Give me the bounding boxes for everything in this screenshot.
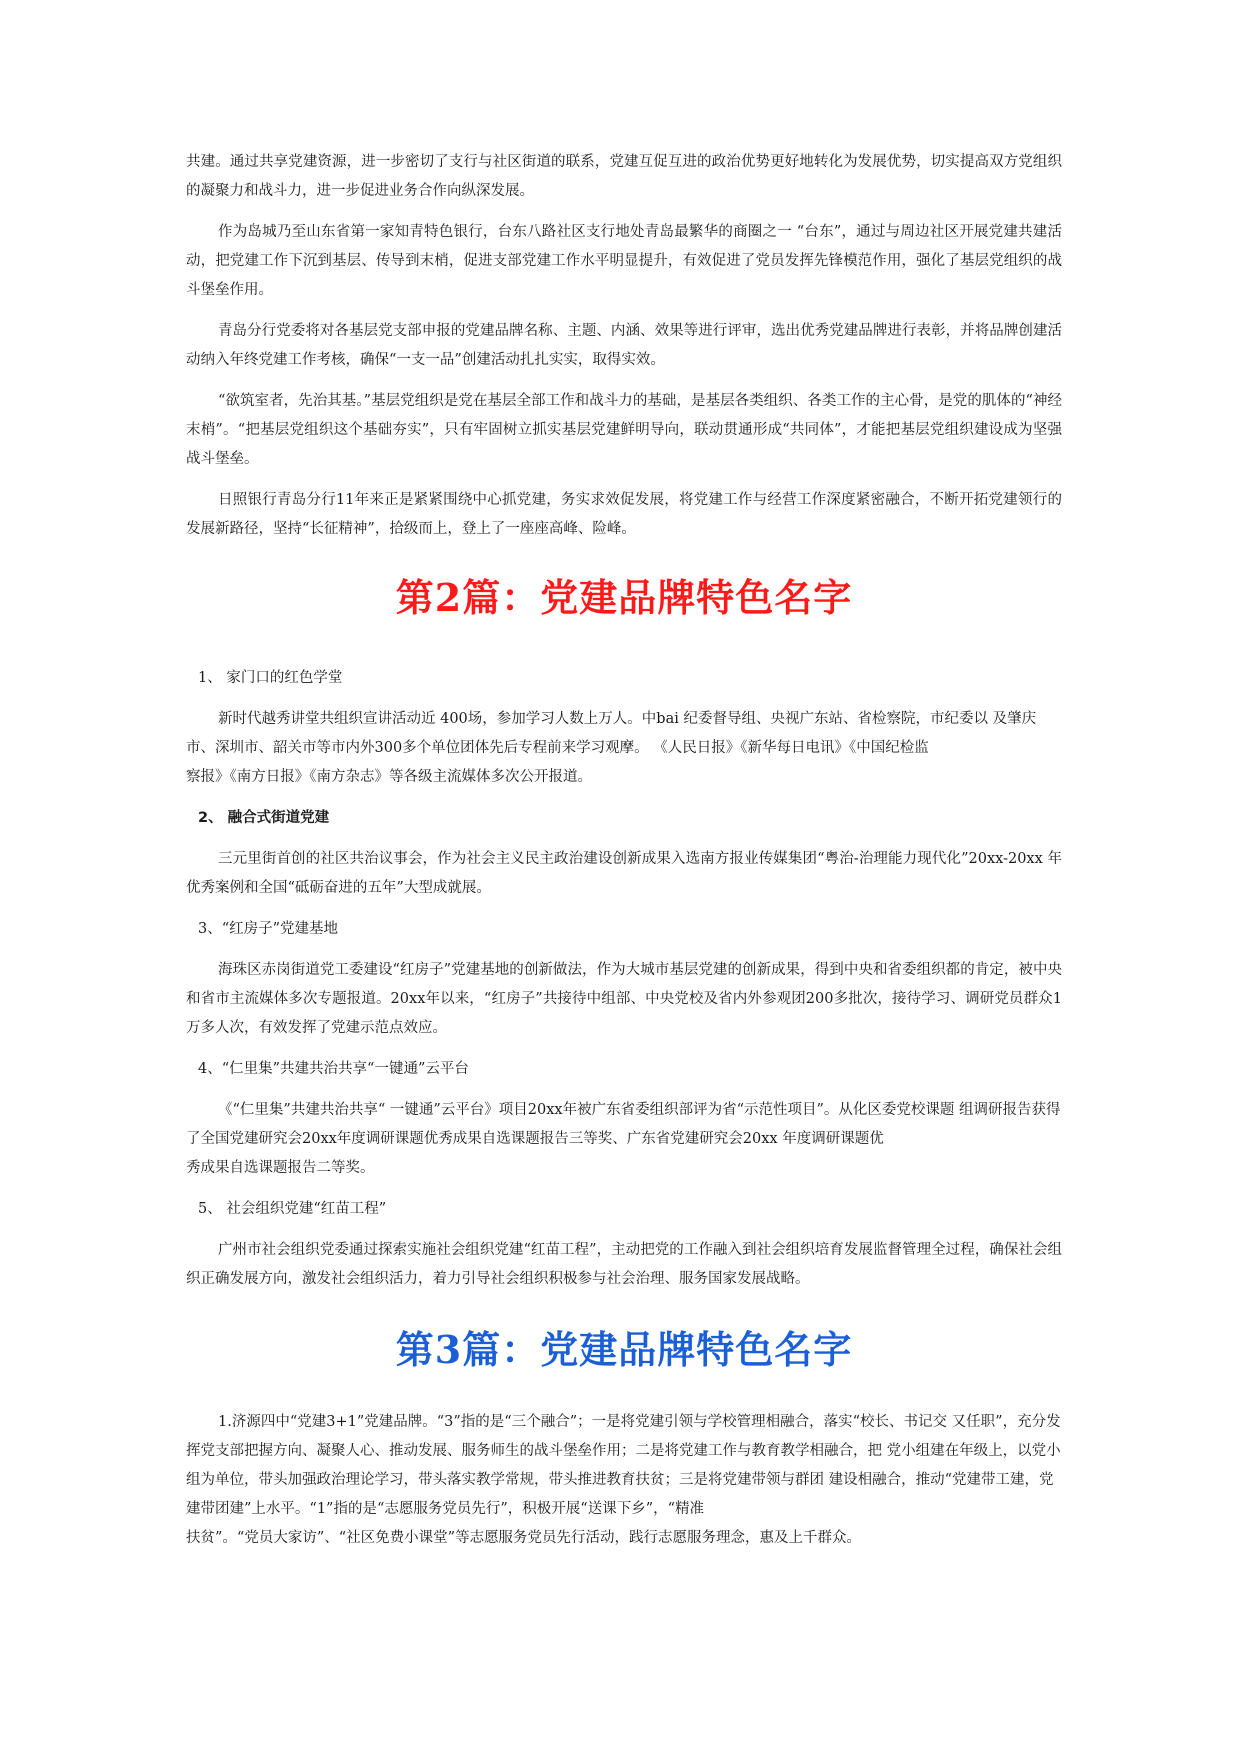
- paragraph: 扶贫”。“党员大家访”、“社区免费小课堂”等志愿服务党员先行活动，践行志愿服务理念，惠及上千群众。: [186, 1530, 862, 1546]
- list-item-title: 2、 融合式街道党建: [198, 810, 330, 826]
- document-page: [186, 148, 1062, 1553]
- paragraph: 新时代越秀讲堂共组织宣讲活动近 400场，参加学习人数上万人。中bai 纪委督导组、央视广东站、省检察院，市纪委以 及肇庆市、深圳市、韶关市等市内外300多个单位团体先后专程前来学习观摩。 《人民日报》《新华每日电讯》《中国纪检监: [186, 711, 1037, 756]
- section-heading-3: 第3篇：党建品牌特色名字: [395, 1327, 853, 1372]
- paragraph: 察报》《南方日报》《南方杂志》等各级主流媒体多次公开报道。: [186, 769, 592, 785]
- paragraph: 《“仁里集”共建共治共享“ 一键通”云平台》项目20xx年被广东省委组织部评为省“示范性项目”。从化区委党校课题 组调研报告获得了全国党建研究会20xx年度调研课题优秀成果自选课题报告三等奖、广东省党建研究会20xx 年度调研课题优: [186, 1102, 1061, 1147]
- section-heading-2: 第2篇：党建品牌特色名字: [395, 575, 853, 620]
- paragraph: 广州市社会组织党委通过探索实施社会组织党建“红苗工程”，主动把党的工作融入到社会组织培育发展监督管理全过程，确保社会组织正确发展方向，激发社会组织活力，着力引导社会组织积极参与社会治理、服务国家发展战略。: [186, 1242, 1062, 1287]
- list-item-title: 5、 社会组织党建“红苗工程”: [198, 1201, 387, 1217]
- paragraph: 共建。通过共享党建资源，进一步密切了支行与社区街道的联系，党建互促互进的政治优势更好地转化为发展优势，切实提高双方党组织的凝聚力和战斗力，进一步促进业务合作向纵深发展。: [186, 154, 1062, 199]
- list-item-title: 1、 家门口的红色学堂: [198, 670, 343, 686]
- paragraph: 秀成果自选课题报告二等奖。: [186, 1160, 375, 1176]
- paragraph: “欲筑室者，先治其基。”基层党组织是党在基层全部工作和战斗力的基础，是基层各类组织、各类工作的主心骨，是党的肌体的“神经末梢”。“把基层党组织这个基础夯实”，只有牢固树立抓实基层党建鲜明导向，联动贯通形成“共同体”，才能把基层党组织建设成为坚强战斗堡垒。: [186, 393, 1062, 467]
- paragraph: 日照银行青岛分行11年来正是紧紧围绕中心抓党建，务实求效促发展，将党建工作与经营工作深度紧密融合，不断开拓党建领行的发展新路径，坚持“长征精神”，拾级而上，登上了一座座高峰、险峰。: [186, 492, 1062, 537]
- paragraph: 青岛分行党委将对各基层党支部申报的党建品牌名称、主题、内涵、效果等进行评审，选出优秀党建品牌进行表彰，并将品牌创建活动纳入年终党建工作考核，确保“一支一品”创建活动扎扎实实，取得实效。: [186, 323, 1062, 368]
- paragraph: 作为岛城乃至山东省第一家知青特色银行，台东八路社区支行地处青岛最繁华的商圈之一 “台东”，通过与周边社区开展党建共建活动，把党建工作下沉到基层、传导到末梢，促进支部党建工作水平明显提升，有效促进了党员发挥先锋模范作用，强化了基层党组织的战斗堡垒作用。: [186, 224, 1062, 298]
- paragraph: 海珠区赤岗街道党工委建设“红房子”党建基地的创新做法，作为大城市基层党建的创新成果，得到中央和省委组织都的肯定，被中央和省市主流媒体多次专题报道。20xx年以来，“红房子”共接待中组部、中央党校及省内外参观团200多批次，接待学习、调研党员群众1万多人次，有效发挥了党建示范点效应。: [186, 962, 1062, 1036]
- paragraph: 三元里街首创的社区共治议事会，作为社会主义民主政治建设创新成果入选南方报业传媒集团“粤治-治理能力现代化”20xx-20xx 年优秀案例和全国“砥砺奋进的五年”大型成就展。: [186, 851, 1062, 896]
- paragraph: 1.济源四中“党建3+1”党建品牌。“3”指的是“三个融合”；一是将党建引领与学校管理相融合，落实“校长、书记交 又任职”，充分发挥党支部把握方向、凝聚人心、推动发展、服务师生的战斗堡垒作用；二是将党建工作与教育教学相融合，把 党小组建在年级上，以党小组为单位，带头加强政治理论学习，带头落实教学常规，带头推进教育扶贫；三是将党建带领与群团 建设相融合，推动“党建带工建，党建带团建”上水平。“1”指的是“志愿服务党员先行”，积极开展“送课下乡”，“精准: [186, 1414, 1061, 1517]
- list-item-title: 4、“仁里集”共建共治共享“一键通”云平台: [198, 1061, 469, 1077]
- list-item-title: 3、“红房子”党建基地: [198, 921, 339, 937]
